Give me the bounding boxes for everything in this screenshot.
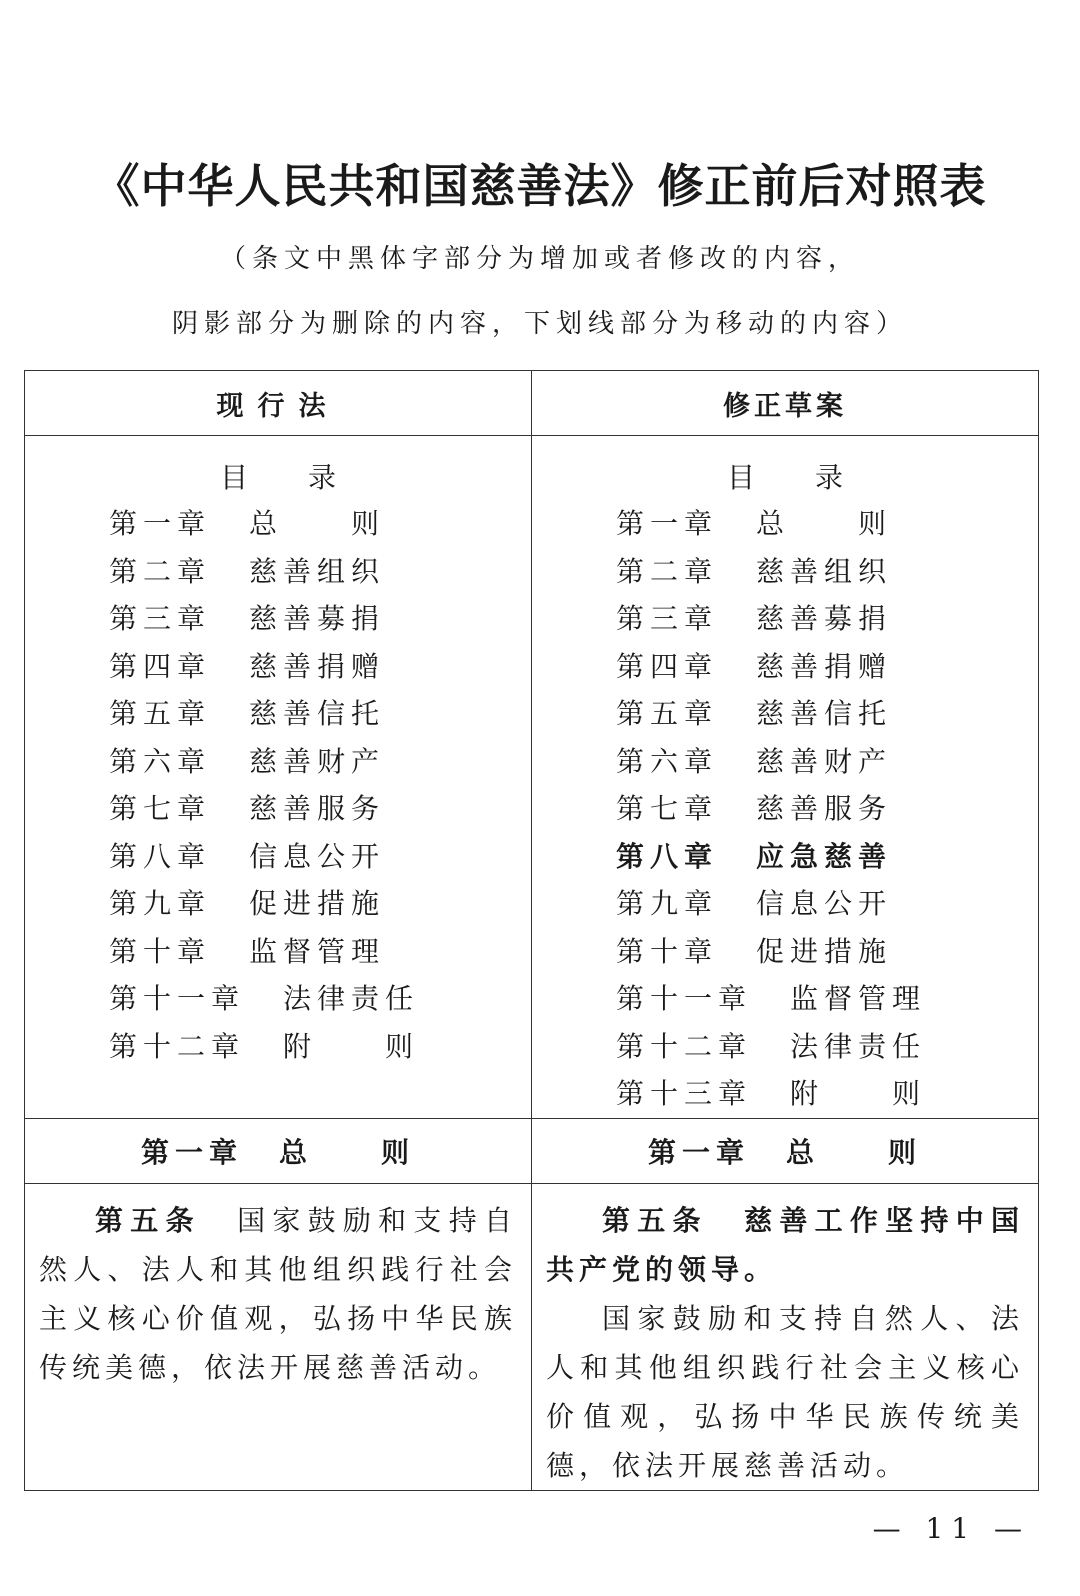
draft-toc-item [532,1070,1038,1118]
current-toc-chapter-number: 第十章 [109,934,212,968]
draft-toc-chapter-name: 附 则 [790,1077,927,1110]
current-toc-chapter-name: 法律责任 [283,982,420,1015]
draft-toc-chapter-number: 第二章 [616,554,719,588]
draft-article-text: 国家鼓励和支持自然人、法人和其他组织践行社会主义核心价值观，弘扬中华民族传统美德，依法开展慈善活动。 [546,1301,1024,1482]
draft-toc [532,436,1039,1119]
draft-article-label: 第五条 [602,1203,708,1237]
draft-toc-chapter-name: 慈善服务 [756,792,893,825]
table-header-row [25,371,1039,436]
toc-row [25,436,1039,1119]
current-toc-item [25,548,531,596]
draft-toc-item [532,690,1038,738]
current-toc-chapter-name: 慈善捐赠 [249,649,386,683]
current-toc-chapter-name: 慈善财产 [249,744,386,778]
draft-toc-item [532,738,1038,786]
draft-toc-chapter-name: 促进措施 [756,934,893,968]
draft-toc-item [532,833,1038,881]
draft-toc-chapter-name: 应急慈善 [756,839,893,873]
draft-toc-item [532,928,1038,976]
draft-toc-list [532,500,1038,1118]
current-toc [25,436,532,1119]
page-number: — 11 — [872,1512,1030,1545]
current-toc-chapter-name: 附 则 [283,1029,420,1063]
current-toc-chapter-number: 第八章 [109,839,212,873]
current-chapter-name: 总 则 [279,1135,416,1169]
current-toc-chapter-name: 监督管理 [249,934,386,968]
current-toc-chapter-number: 第七章 [109,792,212,825]
header-draft-amendment: 修正草案 [532,371,1039,436]
current-toc-chapter-number: 第十二章 [109,1029,246,1063]
draft-toc-item [532,595,1038,643]
draft-toc-chapter-number: 第六章 [616,744,719,778]
draft-toc-item [532,643,1038,691]
current-article-label: 第五条 [95,1203,201,1237]
current-toc-chapter-name: 总 则 [249,507,386,540]
current-toc-item [25,500,531,548]
draft-toc-item [532,500,1038,548]
current-toc-item [25,928,531,976]
draft-toc-chapter-name: 监督管理 [790,982,927,1015]
subtitle-line-2: 阴影部分为删除的内容，下划线部分为移动的内容） [171,309,908,339]
draft-toc-chapter-number: 第八章 [616,839,719,873]
draft-toc-chapter-number: 第九章 [616,887,719,920]
draft-chapter-heading [532,1118,1039,1183]
current-article-text: 国家鼓励和支持自然人、法人和其他组织践行社会主义核心价值观，弘扬中华民族传统美德，依法开展慈善活动。 [39,1203,517,1384]
draft-toc-chapter-number: 第七章 [616,792,719,825]
draft-toc-chapter-name: 慈善财产 [756,744,893,778]
current-toc-item [25,1023,531,1071]
current-toc-chapter-name: 慈善信托 [249,697,386,730]
current-toc-item [25,880,531,928]
current-toc-item [25,833,531,881]
current-toc-item [25,643,531,691]
current-toc-list [25,500,531,1070]
current-toc-item [25,738,531,786]
current-toc-chapter-number: 第一章 [109,507,212,540]
draft-toc-item [532,880,1038,928]
subtitle-line-1: （条文中黑体字部分为增加或者修改的内容， [219,244,860,274]
current-toc-chapter-number: 第六章 [109,744,212,778]
draft-toc-chapter-number: 第十二章 [616,1029,753,1063]
current-toc-chapter-name: 慈善组织 [249,554,386,588]
current-toc-chapter-number: 第五章 [109,697,212,730]
draft-toc-chapter-name: 慈善组织 [756,554,893,588]
current-toc-chapter-number: 第十一章 [109,982,246,1015]
draft-toc-chapter-name: 法律责任 [790,1029,927,1063]
current-toc-chapter-number: 第四章 [109,649,212,683]
draft-toc-item [532,548,1038,596]
draft-toc-item [532,785,1038,833]
current-toc-item [25,785,531,833]
draft-toc-chapter-name: 慈善募捐 [756,602,893,635]
current-toc-chapter-number: 第三章 [109,602,212,635]
current-toc-chapter-name: 促进措施 [249,887,386,920]
document-title: 《中华人民共和国慈善法》修正前后对照表 [93,159,987,213]
current-article-cell [25,1183,532,1490]
current-toc-item [25,690,531,738]
draft-toc-chapter-name: 慈善捐赠 [756,649,893,683]
current-toc-item [25,975,531,1023]
draft-toc-item [532,1023,1038,1071]
current-toc-chapter-number: 第九章 [109,887,212,920]
draft-toc-chapter-name: 慈善信托 [756,697,893,730]
draft-toc-chapter-name: 信息公开 [756,887,893,920]
chapter-heading-row [25,1118,1039,1183]
header-current-law: 现行法 [25,371,532,436]
draft-toc-chapter-number: 第一章 [616,507,719,540]
current-toc-item [25,595,531,643]
draft-toc-chapter-number: 第十章 [616,934,719,968]
comparison-table [24,370,1039,1491]
draft-toc-chapter-number: 第十一章 [616,982,753,1015]
draft-toc-chapter-number: 第三章 [616,602,719,635]
current-toc-chapter-name: 慈善募捐 [249,602,386,635]
draft-article-bold-text: 慈善工作坚持中国共产党的领导。 [546,1203,1024,1286]
current-toc-chapter-name: 慈善服务 [249,792,386,825]
current-chapter-heading [25,1118,532,1183]
current-toc-chapter-name: 信息公开 [249,839,386,873]
draft-chapter-name: 总 则 [786,1135,923,1169]
draft-toc-chapter-number: 第四章 [616,649,719,683]
article-row [25,1183,1039,1490]
draft-chapter-number: 第一章 [647,1135,750,1169]
draft-toc-title: 目录 [726,461,903,494]
current-toc-title: 目录 [219,461,396,494]
draft-toc-item [532,975,1038,1023]
draft-article-cell [532,1183,1039,1490]
draft-toc-chapter-number: 第五章 [616,697,719,730]
draft-toc-chapter-name: 总 则 [756,507,893,540]
current-chapter-number: 第一章 [140,1135,243,1169]
draft-toc-chapter-number: 第十三章 [616,1077,753,1110]
current-toc-chapter-number: 第二章 [109,554,212,588]
